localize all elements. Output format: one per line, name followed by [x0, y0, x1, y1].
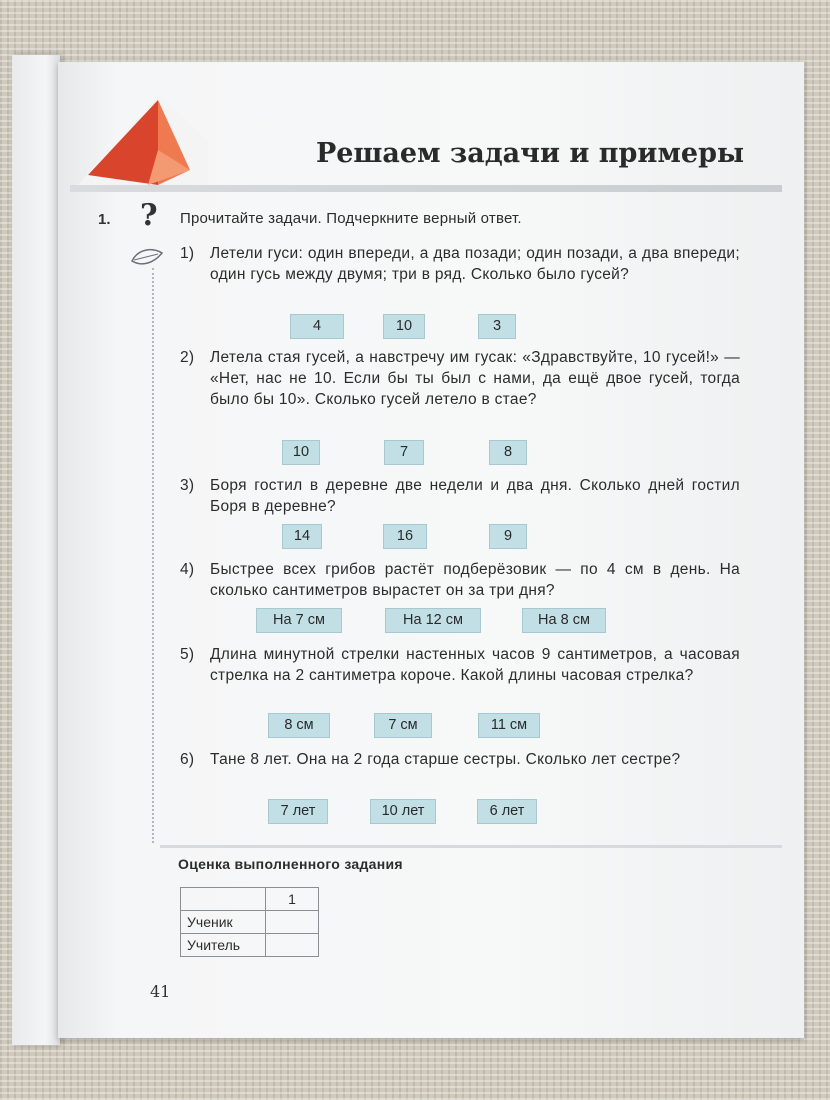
problem-text: Летела стая гусей, а навстречу им гусак: «Здравствуйте, 10 гусей!» — «Нет, нас не 10. Если бы ты был с нами, да ещё двое гусей, тогда было бы 10». Сколько гусей летело в стае? — [210, 349, 740, 408]
answer-option[interactable]: 11 см — [478, 713, 540, 738]
answer-option[interactable]: 7 — [384, 440, 424, 465]
evaluation-divider — [160, 845, 782, 848]
answer-option[interactable]: 14 — [282, 524, 322, 549]
page-title: Решаем задачи и примеры — [315, 138, 745, 169]
table-row-label: Ученик — [181, 911, 266, 934]
problem-text: Быстрее всех грибов растёт подберёзовик — по 4 см в день. На сколько сантиметров вырастет он за три дня? — [210, 561, 740, 599]
answer-option[interactable]: 9 — [489, 524, 527, 549]
evaluation-table — [180, 887, 319, 957]
problem-number: 2) — [180, 349, 195, 366]
teacher-score-cell[interactable] — [266, 934, 319, 957]
problem-text: Длина минутной стрелки настенных часов 9 сантиметров, а часовая стрелка на 2 сантиметра короче. Какой длины часовая стрелка? — [210, 646, 740, 684]
problem-number: 1) — [180, 245, 195, 262]
answer-option[interactable]: 16 — [383, 524, 427, 549]
leaf-icon — [130, 245, 164, 269]
answer-option[interactable]: 10 лет — [370, 799, 436, 824]
problem-text: Летели гуси: один впереди, а два позади; один позади, а два впереди; один гусь между двумя; три в ряд. Сколько было гусей? — [210, 245, 740, 283]
answer-option[interactable]: 7 лет — [268, 799, 328, 824]
answer-option[interactable]: 3 — [478, 314, 516, 339]
answer-option[interactable]: 8 см — [268, 713, 330, 738]
problem-2 — [180, 347, 740, 410]
answer-option[interactable]: 10 — [383, 314, 425, 339]
margin-dotted-line — [152, 268, 154, 843]
page-number: 41 — [150, 982, 171, 1001]
textbook-page — [58, 62, 804, 1038]
left-page-edge — [12, 55, 60, 1045]
answer-option[interactable]: На 8 см — [522, 608, 606, 633]
title-underline — [70, 185, 782, 192]
problem-4 — [180, 559, 740, 601]
task-instruction: Прочитайте задачи. Подчеркните верный ответ. — [180, 210, 522, 227]
problem-text: Тане 8 лет. Она на 2 года старше сестры. Сколько лет сестре? — [210, 751, 681, 768]
problem-number: 3) — [180, 477, 195, 494]
problem-1 — [180, 243, 740, 285]
answer-option[interactable]: На 7 см — [256, 608, 342, 633]
table-row-label: Учитель — [181, 934, 266, 957]
answer-option[interactable]: 8 — [489, 440, 527, 465]
problem-6 — [180, 749, 740, 770]
problem-text: Боря гостил в деревне две недели и два дня. Сколько дней гостил Боря в деревне? — [210, 477, 740, 515]
problem-number: 4) — [180, 561, 195, 578]
question-mark-icon: ? — [140, 198, 158, 233]
table-corner-cell — [181, 888, 266, 911]
answer-option[interactable]: 10 — [282, 440, 320, 465]
problem-5 — [180, 644, 740, 686]
table-column-header: 1 — [266, 888, 319, 911]
task-number: 1. — [98, 211, 111, 228]
answer-option[interactable]: На 12 см — [385, 608, 481, 633]
answer-option[interactable]: 4 — [290, 314, 344, 339]
problem-3 — [180, 475, 740, 517]
evaluation-title: Оценка выполненного задания — [178, 856, 403, 872]
answer-option[interactable]: 6 лет — [477, 799, 537, 824]
student-score-cell[interactable] — [266, 911, 319, 934]
answer-option[interactable]: 7 см — [374, 713, 432, 738]
problem-number: 6) — [180, 751, 195, 768]
problem-number: 5) — [180, 646, 195, 663]
